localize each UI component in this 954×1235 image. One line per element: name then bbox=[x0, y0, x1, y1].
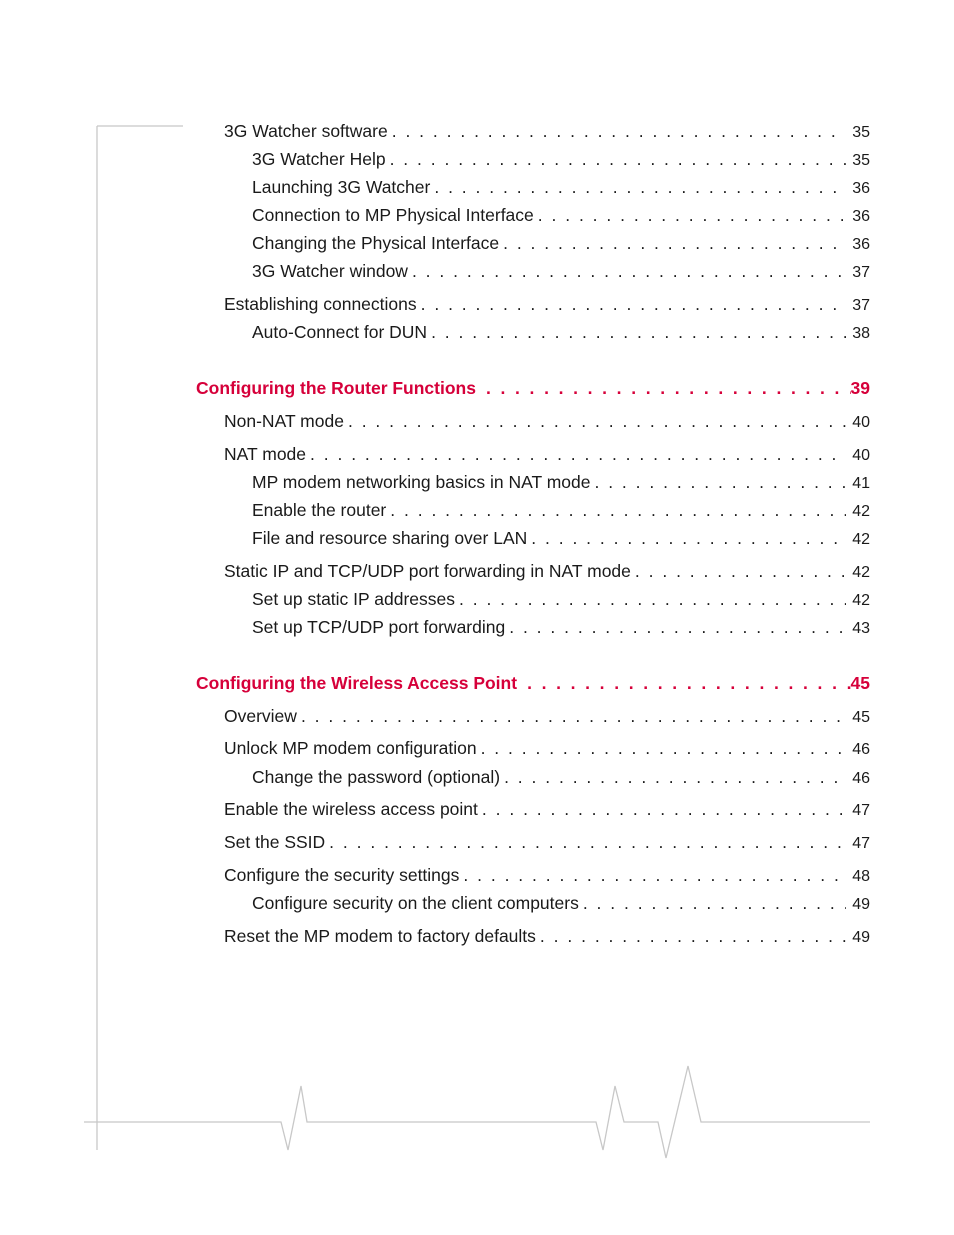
toc-entry[interactable] bbox=[252, 205, 870, 226]
toc-entry-title: NAT mode bbox=[224, 444, 307, 464]
toc-entry-title: Auto-Connect for DUN bbox=[252, 322, 428, 342]
toc-entry-page: 47 bbox=[852, 802, 870, 819]
dot-leader bbox=[482, 799, 846, 820]
toc-entry-page: 42 bbox=[852, 531, 870, 548]
dot-leader bbox=[594, 472, 846, 493]
toc-entry-title: Configure the security settings bbox=[224, 865, 460, 885]
toc-entry-page: 45 bbox=[852, 709, 870, 726]
toc-entry-title: Set up static IP addresses bbox=[252, 589, 455, 609]
toc-entry-page: 37 bbox=[852, 297, 870, 314]
dot-leader bbox=[481, 738, 847, 759]
toc-entry[interactable] bbox=[252, 472, 870, 493]
toc-entry-title: 3G Watcher Help bbox=[252, 149, 386, 169]
dot-leader bbox=[390, 500, 846, 521]
dot-leader bbox=[434, 177, 846, 198]
toc-entry-title: 3G Watcher window bbox=[252, 261, 408, 281]
toc-entry-page: 41 bbox=[852, 475, 870, 492]
toc-entry-title: Overview bbox=[224, 706, 297, 726]
toc-entry[interactable] bbox=[252, 767, 870, 788]
dot-leader bbox=[421, 294, 847, 315]
toc-entry[interactable] bbox=[252, 500, 870, 521]
toc-entry-page: 48 bbox=[852, 868, 870, 885]
toc-entry[interactable] bbox=[224, 411, 870, 432]
toc-entry-title: Set up TCP/UDP port forwarding bbox=[252, 617, 506, 637]
toc-entry-page: 42 bbox=[852, 503, 870, 520]
toc-entry-page: 45 bbox=[850, 673, 870, 693]
dot-leader bbox=[538, 205, 846, 226]
toc-entry[interactable] bbox=[224, 926, 870, 947]
dot-leader bbox=[531, 528, 846, 549]
toc-entry-page: 47 bbox=[852, 835, 870, 852]
dot-leader bbox=[527, 673, 850, 694]
toc-chapter-heading[interactable] bbox=[196, 673, 870, 694]
dot-leader bbox=[392, 121, 846, 142]
toc-entry-title: Static IP and TCP/UDP port forwarding in NAT mode bbox=[224, 561, 631, 581]
dot-leader bbox=[301, 706, 846, 727]
toc-entry-page: 35 bbox=[852, 124, 870, 141]
dot-leader bbox=[635, 561, 846, 582]
toc-entry-title: Configuring the Wireless Access Point bbox=[196, 673, 518, 693]
toc-entry-title: File and resource sharing over LAN bbox=[252, 528, 528, 548]
toc-entry-title: Configuring the Router Functions bbox=[196, 378, 476, 398]
toc-entry-title: Establishing connections bbox=[224, 294, 417, 314]
toc-entry[interactable] bbox=[224, 799, 870, 820]
toc-entry-page: 36 bbox=[852, 180, 870, 197]
dot-leader bbox=[390, 149, 847, 170]
dot-leader bbox=[509, 617, 846, 638]
toc-entry[interactable] bbox=[252, 528, 870, 549]
toc-entry[interactable] bbox=[224, 832, 870, 853]
toc-entry-title: Unlock MP modem configuration bbox=[224, 738, 477, 758]
dot-leader bbox=[329, 832, 846, 853]
toc-entry-title: Enable the wireless access point bbox=[224, 799, 478, 819]
toc-entry[interactable] bbox=[224, 865, 870, 886]
toc-entry[interactable] bbox=[252, 233, 870, 254]
toc-entry[interactable] bbox=[224, 738, 870, 759]
toc-entry-page: 35 bbox=[852, 152, 870, 169]
toc-entry-page: 42 bbox=[852, 592, 870, 609]
dot-leader bbox=[459, 589, 846, 610]
toc-chapter-heading[interactable] bbox=[196, 378, 870, 399]
toc-entry-title: Non-NAT mode bbox=[224, 411, 344, 431]
toc-entry[interactable] bbox=[252, 149, 870, 170]
toc-entry-page: 38 bbox=[852, 325, 870, 342]
toc-entry-title: Connection to MP Physical Interface bbox=[252, 205, 534, 225]
toc-entry-title: 3G Watcher software bbox=[224, 121, 388, 141]
toc-entry-page: 37 bbox=[852, 264, 870, 281]
toc-entry-title: MP modem networking basics in NAT mode bbox=[252, 472, 591, 492]
toc-entry[interactable] bbox=[224, 444, 870, 465]
dot-leader bbox=[503, 233, 846, 254]
toc-entry[interactable] bbox=[224, 706, 870, 727]
dot-leader bbox=[540, 926, 846, 947]
toc-entry-page: 40 bbox=[852, 447, 870, 464]
toc-entry-page: 36 bbox=[852, 236, 870, 253]
toc-entry[interactable] bbox=[252, 322, 870, 343]
toc-entry[interactable] bbox=[224, 294, 870, 315]
toc-entry-page: 36 bbox=[852, 208, 870, 225]
toc-entry-page: 46 bbox=[852, 770, 870, 787]
dot-leader bbox=[310, 444, 846, 465]
dot-leader bbox=[504, 767, 846, 788]
toc-entry-page: 49 bbox=[852, 896, 870, 913]
toc-entry-title: Reset the MP modem to factory defaults bbox=[224, 926, 536, 946]
toc-entry-page: 39 bbox=[850, 378, 870, 398]
dot-leader bbox=[412, 261, 846, 282]
toc-entry-title: Change the password (optional) bbox=[252, 767, 501, 787]
toc-entry-page: 42 bbox=[852, 564, 870, 581]
toc-entry-page: 46 bbox=[852, 741, 870, 758]
toc-entry[interactable] bbox=[252, 177, 870, 198]
toc-entry[interactable] bbox=[252, 893, 870, 914]
toc-entry-title: Enable the router bbox=[252, 500, 387, 520]
toc-entry-title: Launching 3G Watcher bbox=[252, 177, 431, 197]
toc-entry[interactable] bbox=[224, 121, 870, 142]
dot-leader bbox=[583, 893, 846, 914]
dot-leader bbox=[463, 865, 846, 886]
toc-entry[interactable] bbox=[252, 617, 870, 638]
toc-entry[interactable] bbox=[252, 261, 870, 282]
dot-leader bbox=[486, 378, 851, 399]
dot-leader bbox=[348, 411, 846, 432]
toc-entry-page: 43 bbox=[852, 620, 870, 637]
toc-entry-page: 40 bbox=[852, 414, 870, 431]
dot-leader bbox=[431, 322, 846, 343]
toc-entry-title: Configure security on the client computers bbox=[252, 893, 579, 913]
toc-entry-page: 49 bbox=[852, 929, 870, 946]
toc-entry[interactable] bbox=[224, 561, 870, 582]
heartbeat-footer-line bbox=[84, 1066, 870, 1158]
toc-entry-title: Changing the Physical Interface bbox=[252, 233, 500, 253]
toc-entry-title: Set the SSID bbox=[224, 832, 326, 852]
toc-entry[interactable] bbox=[252, 589, 870, 610]
